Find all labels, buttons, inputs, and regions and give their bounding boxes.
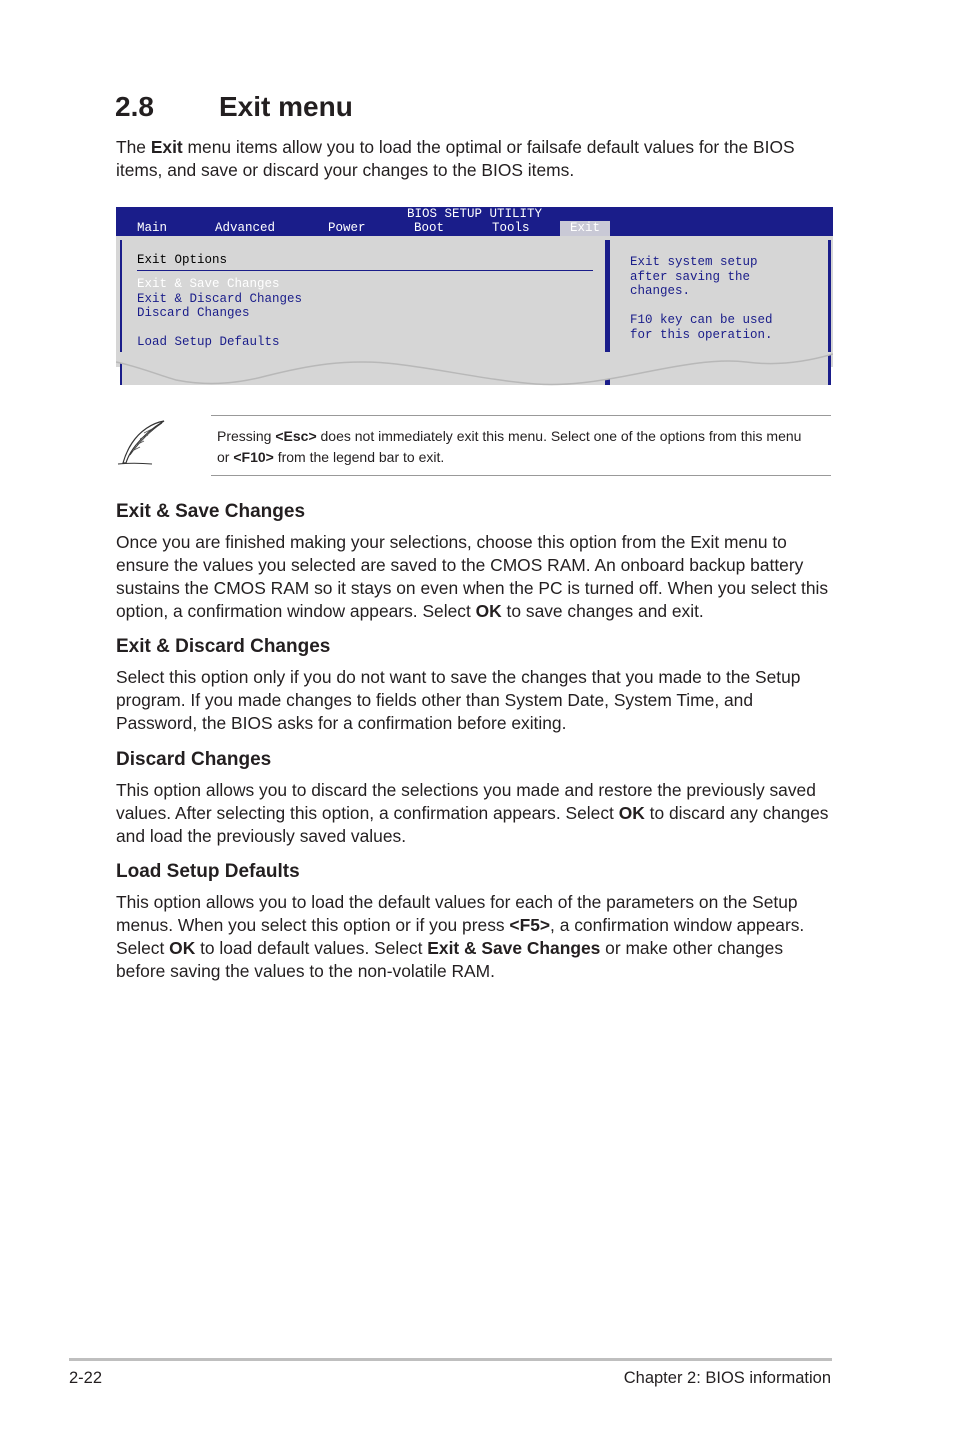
subsection-title: Load Setup Defaults xyxy=(116,861,300,882)
bios-screenshot xyxy=(116,207,833,387)
subsection-paragraph: Once you are finished making your selections, choose this option from the Exit menu to ensure the values you selected are saved to the CMOS RAM. An onboard backup battery sustains the CMOS RAM so it stays on even when the PC is turned off. When you select this option, a confirmation window appears. Select OK to save changes and exit. xyxy=(116,532,829,621)
bios-tab-boot[interactable]: Boot xyxy=(414,221,445,235)
bios-tab-tools[interactable]: Tools xyxy=(492,221,530,235)
section-title: Exit menu xyxy=(219,91,353,122)
bios-body xyxy=(116,236,833,367)
bios-help-line: after saving the xyxy=(630,269,751,284)
bios-tab-advanced[interactable]: Advanced xyxy=(215,221,276,235)
bios-header xyxy=(116,207,833,236)
subsection-title: Exit & Save Changes xyxy=(116,501,306,522)
bios-tab-main[interactable]: Main xyxy=(137,221,168,235)
bios-tab-exit[interactable]: Exit xyxy=(560,221,610,236)
bios-item-exit-save[interactable]: Exit & Save Changes xyxy=(137,277,280,291)
bios-help-line: for this operation. xyxy=(630,327,773,342)
bios-tab-bar xyxy=(116,221,833,236)
bios-item-load-defaults[interactable]: Load Setup Defaults xyxy=(137,335,280,349)
section-number: 2.8 xyxy=(115,91,154,122)
bios-item-exit-discard[interactable]: Exit & Discard Changes xyxy=(137,291,303,306)
bios-item-discard[interactable]: Discard Changes xyxy=(137,306,250,320)
bios-torn-edge xyxy=(116,352,833,392)
bios-options-heading: Exit Options xyxy=(137,253,228,267)
subsection-paragraph: This option allows you to discard the selections you made and restore the previously saved values. After selecting this option, a confirmation appears. Select OK to discard any changes and load the previously saved values. xyxy=(116,780,829,846)
subsection-paragraph: This option allows you to load the default values for each of the parameters on the Setup menus. When you select this option or if you press <F5>, a confirmation window appears. Select OK to load default values. Select Exit & Save Changes or make other changes before saving the values to the non-volatile RAM. xyxy=(116,892,805,981)
bios-title: BIOS SETUP UTILITY xyxy=(406,207,543,221)
footer-rule xyxy=(69,1358,832,1361)
section-heading xyxy=(115,88,353,126)
note-bottom-rule xyxy=(211,475,831,476)
bios-options-divider xyxy=(137,270,593,271)
chapter-label: Chapter 2: BIOS information xyxy=(623,1369,831,1387)
bios-help-line: changes. xyxy=(630,284,691,298)
bios-help-line: F10 key can be used xyxy=(630,313,773,327)
bios-help-line: Exit system setup xyxy=(630,255,758,269)
page-number: 2-22 xyxy=(69,1369,103,1387)
subsection-title: Discard Changes xyxy=(116,749,272,770)
note-text: Pressing <Esc> does not immediately exit this menu. Select one of the options from this menu or <F10> from the legend bar to exit. xyxy=(217,428,802,465)
intro-paragraph: The Exit menu items allow you to load the optimal or failsafe default values for the BIOS items, and save or discard your changes to the BIOS items. xyxy=(116,137,795,180)
subsection-paragraph: Select this option only if you do not want to save the changes that you made to the Setup program. If you made changes to fields other than System Date, System Time, and Password, the BIOS asks for a confirmation before exiting. xyxy=(116,667,801,733)
feather-pen-icon xyxy=(114,419,168,467)
bios-tab-power[interactable]: Power xyxy=(328,221,366,235)
note-top-rule xyxy=(211,415,831,416)
subsection-title: Exit & Discard Changes xyxy=(116,636,331,657)
